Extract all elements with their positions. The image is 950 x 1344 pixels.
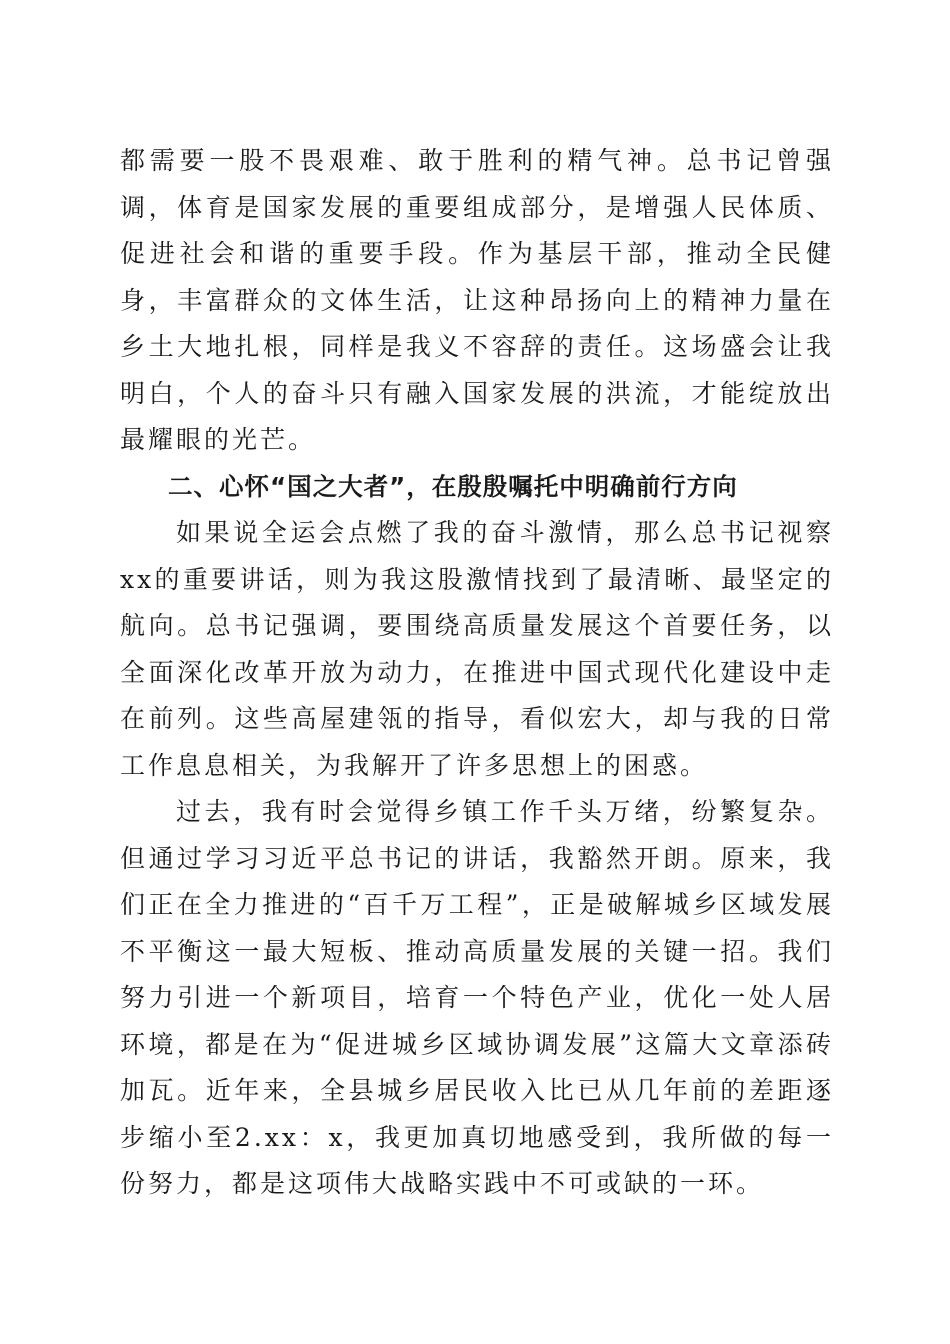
paragraph: 如果说全运会点燃了我的奋斗激情，那么总书记视察xx的重要讲话，则为我这股激情找到了最清晰、最坚定的航向。总书记强调，要围绕高质量发展这个首要任务，以全面深化改革开放为动力，在推进中国式现代化建设中走在前列。这些高屋建瓴的指导，看似宏大，却与我的日常工作息息相关，为我解开了许多思想上的困惑。 <box>120 518 834 780</box>
section-heading: 二、心怀“国之大者”，在殷殷嘱托中明确前行方向 <box>168 471 738 501</box>
paragraph-continuation: 都需要一股不畏艰难、敢于胜利的精气神。总书记曾强调，体育是国家发展的重要组成部分，是增强人民体质、促进社会和谐的重要手段。作为基层干部，推动全民健身，丰富群众的文体生活，让这种昂扬向上的精神力量在乡土大地扎根，同样是我义不容辞的责任。这场盛会让我明白，个人的奋斗只有融入国家发展的洪流，才能绽放出最耀眼的光芒。 <box>120 146 834 454</box>
document-body <box>120 138 834 1208</box>
paragraph: 过去，我有时会觉得乡镇工作千头万绪，纷繁复杂。但通过学习习近平总书记的讲话，我豁然开朗。原来，我们正在全力推进的“百千万工程”，正是破解城乡区域发展不平衡这一最大短板、推动高质量发展的关键一招。我们努力引进一个新项目，培育一个特色产业，优化一处人居环境，都是在为“促进城乡区域协调发展”这篇大文章添砖加瓦。近年来，全县城乡居民收入比已从几年前的差距逐步缩小至2.xx：x，我更加真切地感受到，我所做的每一份努力，都是这项伟大战略实践中不可或缺的一环。 <box>120 797 834 1198</box>
